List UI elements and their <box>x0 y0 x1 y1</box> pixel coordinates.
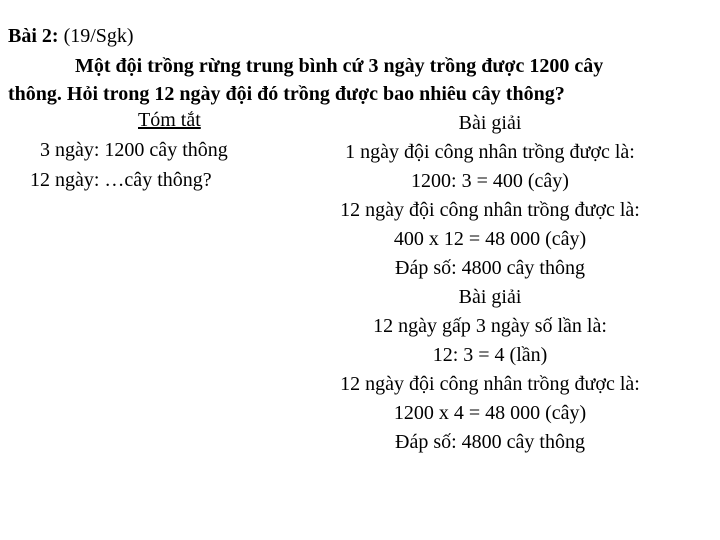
solution1-title: Bài giải <box>458 112 522 134</box>
summary-line-1: 3 ngày: 1200 cây thông <box>40 139 228 161</box>
solution2-title: Bài giải <box>458 286 522 308</box>
summary-line-2: 12 ngày: …cây thông? <box>30 169 212 191</box>
solution2-line-4: 1200 x 4 = 48 000 (cây) <box>393 402 587 424</box>
solution1-line-4: 400 x 12 = 48 000 (cây) <box>393 228 587 250</box>
problem-label: Bài 2: <box>8 25 59 47</box>
solution2-answer: Đáp số: 4800 cây thông <box>395 431 585 453</box>
problem-text-line2: thông. Hỏi trong 12 ngày đội đó trồng được bao nhiêu cây thông? <box>8 83 565 105</box>
solution1-line-1: 1 ngày đội công nhân trồng được là: <box>345 141 635 163</box>
solution2-line-1: 12 ngày gấp 3 ngày số lần là: <box>373 315 607 337</box>
problem-text-line1: Một đội trồng rừng trung bình cứ 3 ngày trồng được 1200 cây <box>75 55 604 77</box>
solution1-line-2: 1200: 3 = 400 (cây) <box>411 170 569 192</box>
summary-title: Tóm tắt <box>138 109 201 131</box>
solution2-line-3: 12 ngày đội công nhân trồng được là: <box>340 373 640 395</box>
solution2-line-2: 12: 3 = 4 (lần) <box>432 344 548 366</box>
solution1-answer: Đáp số: 4800 cây thông <box>395 257 585 279</box>
problem-heading <box>8 24 134 48</box>
problem-source: (19/Sgk) <box>63 25 134 47</box>
solution1-line-3: 12 ngày đội công nhân trồng được là: <box>340 199 640 221</box>
